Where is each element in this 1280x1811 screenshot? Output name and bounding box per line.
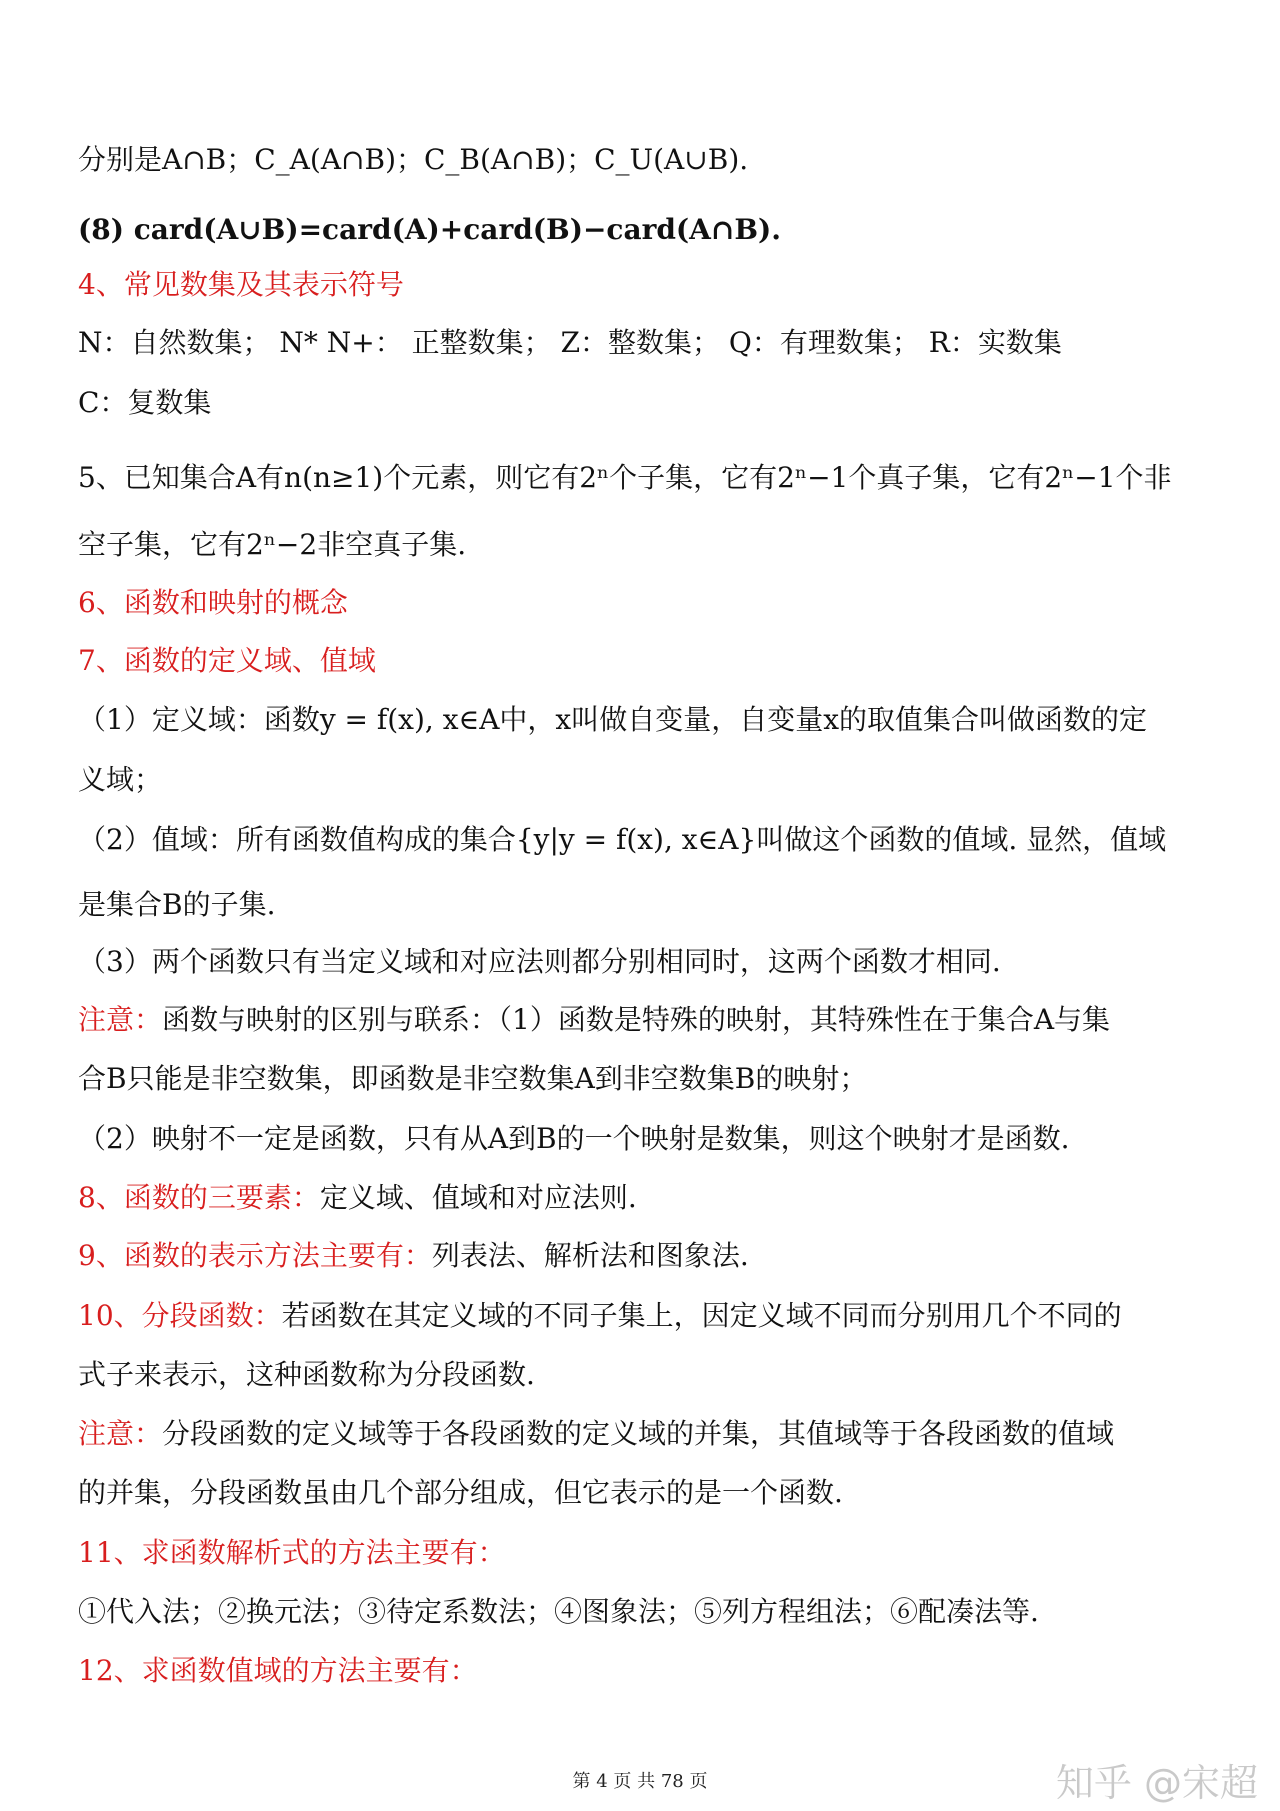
- text-line: 是集合B的子集.: [78, 888, 276, 921]
- text-line: C：复数集: [78, 386, 212, 419]
- note-text: 分段函数的定义域等于各段函数的定义域的并集，其值域等于各段函数的值域: [162, 1417, 1115, 1450]
- text-line: 合B只能是非空数集，即函数是非空数集A到非空数集B的映射；: [78, 1062, 868, 1095]
- section-heading: 7、函数的定义域、值域: [78, 644, 376, 677]
- text-line: 式子来表示，这种函数称为分段函数.: [78, 1358, 535, 1391]
- text-line: 分别是A∩B；C_A(A∩B)；C_B(A∩B)；C_U(A∪B).: [78, 143, 749, 176]
- text-line: 5、已知集合A有n(n≥1)个元素，则它有2ⁿ个子集，它有2ⁿ−1个真子集，它有2ⁿ−1个非: [78, 461, 1172, 494]
- text-line: （1）定义域：函数y = f(x), x∈A中，x叫做自变量，自变量x的取值集合叫做函数的定: [78, 703, 1148, 736]
- text-line: [78, 1414, 1210, 1454]
- page-footer: 第 4 页 共 78 页: [572, 1771, 708, 1792]
- section-heading: 6、函数和映射的概念: [78, 586, 348, 619]
- text-line: [78, 1296, 1210, 1336]
- text-line: ①代入法；②换元法；③待定系数法；④图象法；⑤列方程组法；⑥配凑法等.: [78, 1595, 1039, 1628]
- section-heading: 11、求函数解析式的方法主要有：: [78, 1536, 506, 1569]
- section-heading: 12、求函数值域的方法主要有：: [78, 1654, 478, 1687]
- section-heading: 4、常见数集及其表示符号: [78, 268, 404, 301]
- section-text: 若函数在其定义域的不同子集上，因定义域不同而分别用几个不同的: [281, 1299, 1122, 1332]
- text-line: （2）映射不一定是函数，只有从A到B的一个映射是数集，则这个映射才是函数.: [78, 1122, 1070, 1155]
- watermark: 知乎 @宋超: [1055, 1761, 1258, 1805]
- text-line: 空子集，它有2ⁿ−2非空真子集.: [78, 528, 467, 561]
- formula-line: (8) card(A∪B)=card(A)+card(B)−card(A∩B).: [78, 213, 782, 246]
- text-line: N：自然数集； N* N+： 正整数集； Z：整数集； Q：有理数集； R：实数集: [78, 326, 1062, 359]
- text-line: [78, 1236, 1210, 1276]
- note-label: 注意：: [78, 1417, 163, 1450]
- text-line: 义域；: [78, 763, 163, 796]
- section-heading: 9、函数的表示方法主要有：: [78, 1239, 432, 1272]
- text-line: 的并集，分段函数虽由几个部分组成，但它表示的是一个函数.: [78, 1476, 843, 1509]
- section-heading: 10、分段函数：: [78, 1299, 282, 1332]
- text-line: （2）值域：所有函数值构成的集合{y|y = f(x), x∈A}叫做这个函数的值域. 显然，值域: [78, 823, 1167, 856]
- section-text: 定义域、值域和对应法则.: [319, 1181, 637, 1214]
- section-heading: 8、函数的三要素：: [78, 1181, 320, 1214]
- text-line: [78, 1178, 1210, 1218]
- text-line: [78, 1000, 1210, 1040]
- text-line: （3）两个函数只有当定义域和对应法则都分别相同时，这两个函数才相同.: [78, 945, 1001, 978]
- note-text: 函数与映射的区别与联系：（1）函数是特殊的映射，其特殊性在于集合A与集: [162, 1003, 1111, 1036]
- note-label: 注意：: [78, 1003, 163, 1036]
- section-text: 列表法、解析法和图象法.: [431, 1239, 749, 1272]
